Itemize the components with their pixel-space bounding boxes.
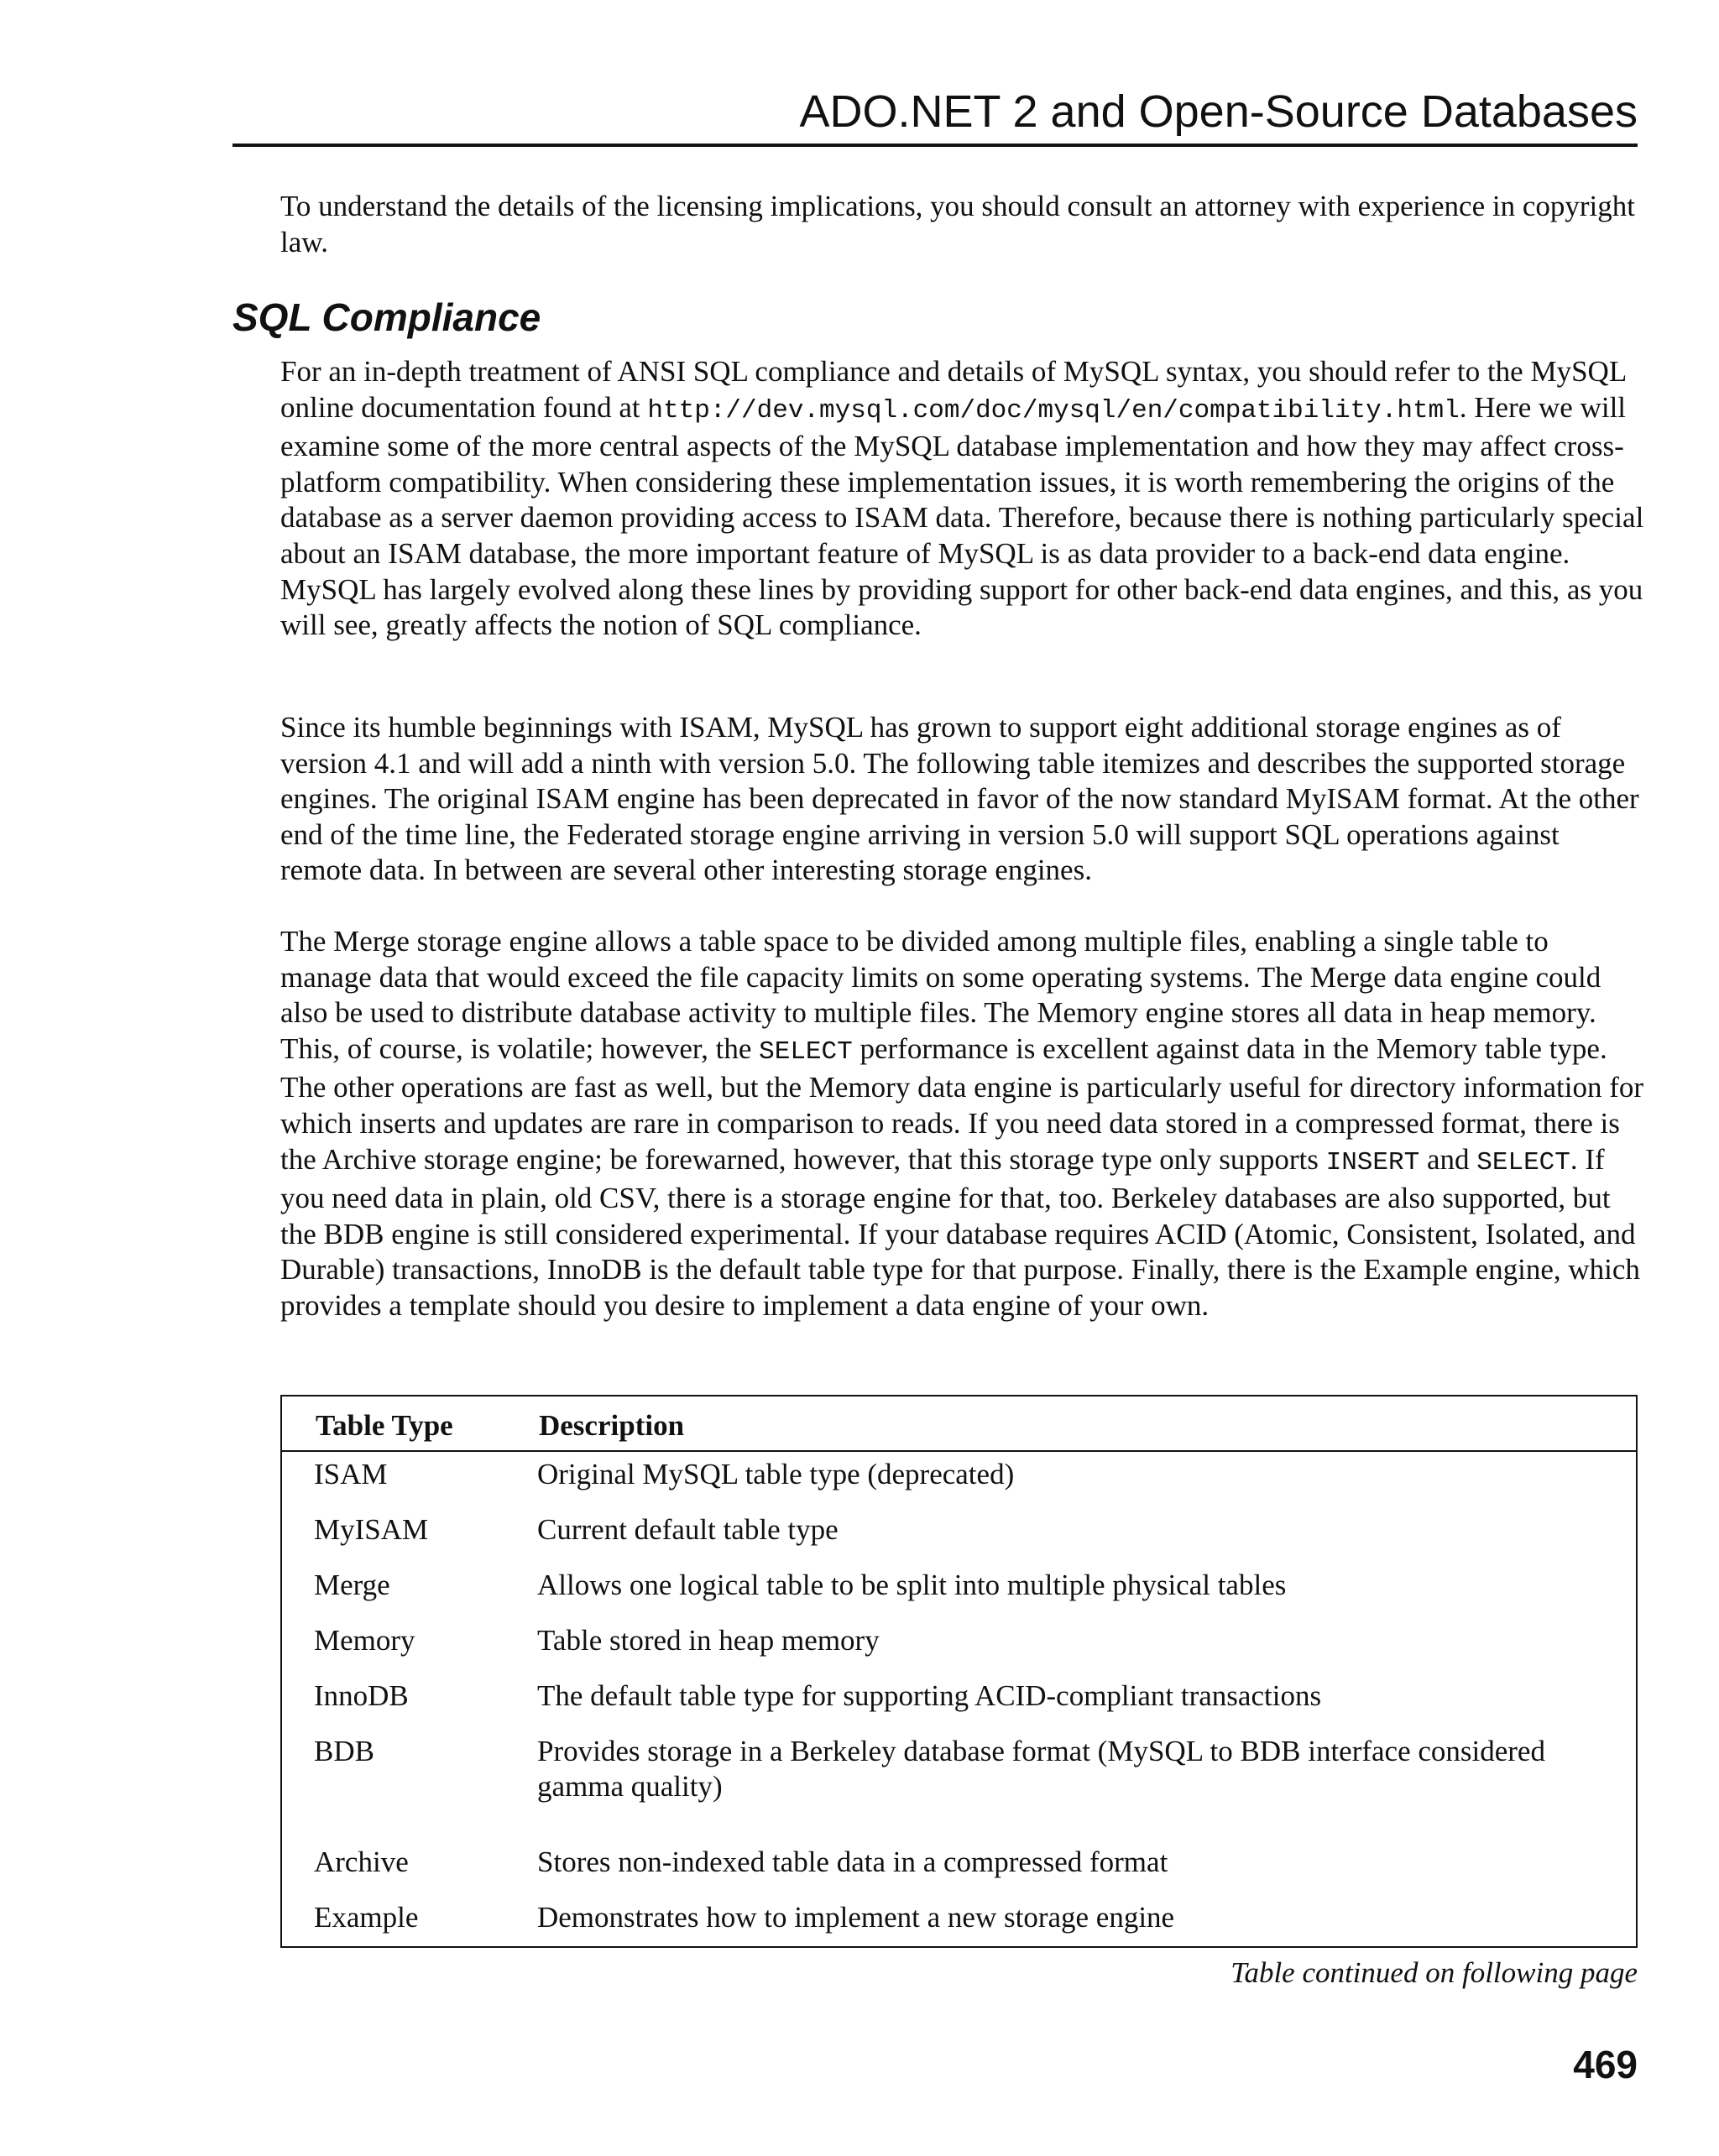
section-heading: SQL Compliance bbox=[233, 295, 541, 339]
paragraph-text: performance is excellent against data in the Memory table type. The other operations are fast as well, but the Memory data engine is particularly useful for directory information for which inserts and updates are rare in comparison to reads. If you need data stored in a compressed format, there is the Archive storage engine; be forewarned, however, that this storage type only supports bbox=[280, 1031, 1644, 1176]
header-table-type: Table Type bbox=[316, 1409, 453, 1442]
paragraph-storage-engines: Since its humble beginnings with ISAM, MySQL has grown to support eight additional storage engines as of version 4.1 and will add a ninth with version 5.0. The following table itemizes and describes the supported storage engines. The original ISAM engine has been deprecated in favor of the now standard MyISAM format. At the other end of the time line, the Federated storage engine arriving in version 5.0 will support SQL operations against remote data. In between are several other interesting storage engines. bbox=[280, 711, 1639, 887]
code-select: SELECT bbox=[759, 1036, 853, 1067]
table-header-row bbox=[282, 1396, 1636, 1452]
cell-description: Provides storage in a Berkeley database format (MySQL to BDB interface considered gamma quality) bbox=[537, 1735, 1545, 1803]
cell-description: Stores non-indexed table data in a compressed format bbox=[537, 1845, 1168, 1878]
paragraph-text: and bbox=[1419, 1142, 1477, 1176]
running-head bbox=[233, 85, 1638, 147]
table-continued-note: Table continued on following page bbox=[1230, 1956, 1638, 1989]
paragraph-merge-engine bbox=[280, 924, 1644, 1324]
paragraph-text: . Here we will examine some of the more central aspects of the MySQL database implementation and how they may affect cross-platform compatibility. When considering these implementation issues, it is worth remembering the origins of the database as a server daemon providing access to ISAM data. Therefore, because there is nothing particularly special about an ISAM database, the more important feature of MySQL is as data provider to a back-end data engine. MySQL has largely evolved along these lines by providing support for other back-end data engines, and this, as you will see, greatly affects the notion of SQL compliance. bbox=[280, 390, 1644, 642]
cell-description: Table stored in heap memory bbox=[537, 1624, 880, 1657]
cell-table-type: Memory bbox=[314, 1624, 415, 1657]
intro-paragraph: To understand the details of the licensing implications, you should consult an attorney with experience in copyright law. bbox=[280, 190, 1635, 258]
cell-description: Current default table type bbox=[537, 1513, 839, 1546]
code-insert: INSERT bbox=[1325, 1147, 1420, 1177]
page-number: 469 bbox=[1573, 2043, 1638, 2086]
cell-description: Original MySQL table type (deprecated) bbox=[537, 1458, 1015, 1490]
cell-table-type: InnoDB bbox=[314, 1679, 409, 1712]
documentation-url: http://dev.mysql.com/doc/mysql/en/compatibility.html bbox=[647, 395, 1460, 425]
header-description: Description bbox=[539, 1409, 685, 1442]
cell-table-type: BDB bbox=[314, 1735, 374, 1767]
cell-description: The default table type for supporting ACID-compliant transactions bbox=[537, 1679, 1322, 1712]
paragraph-text: For an in-depth treatment of ANSI SQL compliance and details of MySQL syntax, you should refer to the MySQL online documentation found at bbox=[280, 355, 1626, 424]
cell-table-type: Archive bbox=[314, 1845, 409, 1878]
paragraph-sql-compliance bbox=[280, 354, 1644, 644]
cell-description: Demonstrates how to implement a new storage engine bbox=[537, 1901, 1175, 1934]
cell-description: Allows one logical table to be split into multiple physical tables bbox=[537, 1569, 1287, 1601]
code-select: SELECT bbox=[1476, 1147, 1570, 1177]
running-head-title: ADO.NET 2 and Open-Source Databases bbox=[799, 86, 1638, 137]
paragraph-text: . If you need data in plain, old CSV, there is a storage engine for that, too. Berkeley databases are also supported, but the BDB engine is still considered experimental. If your database requires ACID (Atomic, Consistent, Isolated, and Durable) transactions, InnoDB is the default table type for that purpose. Finally, there is the Example engine, which provides a template should you desire to implement a data engine of your own. bbox=[280, 1142, 1640, 1322]
cell-table-type: Example bbox=[314, 1901, 419, 1934]
cell-table-type: ISAM bbox=[314, 1458, 388, 1490]
cell-table-type: MyISAM bbox=[314, 1513, 429, 1546]
cell-table-type: Merge bbox=[314, 1569, 390, 1601]
paragraph-text: The Merge storage engine allows a table space to be divided among multiple files, enabling a single table to manage data that would exceed the file capacity limits on some operating systems. The Merge data engine could also be used to distribute database activity to multiple files. The Memory engine stores all data in heap memory. This, of course, is volatile; however, the bbox=[280, 925, 1601, 1065]
